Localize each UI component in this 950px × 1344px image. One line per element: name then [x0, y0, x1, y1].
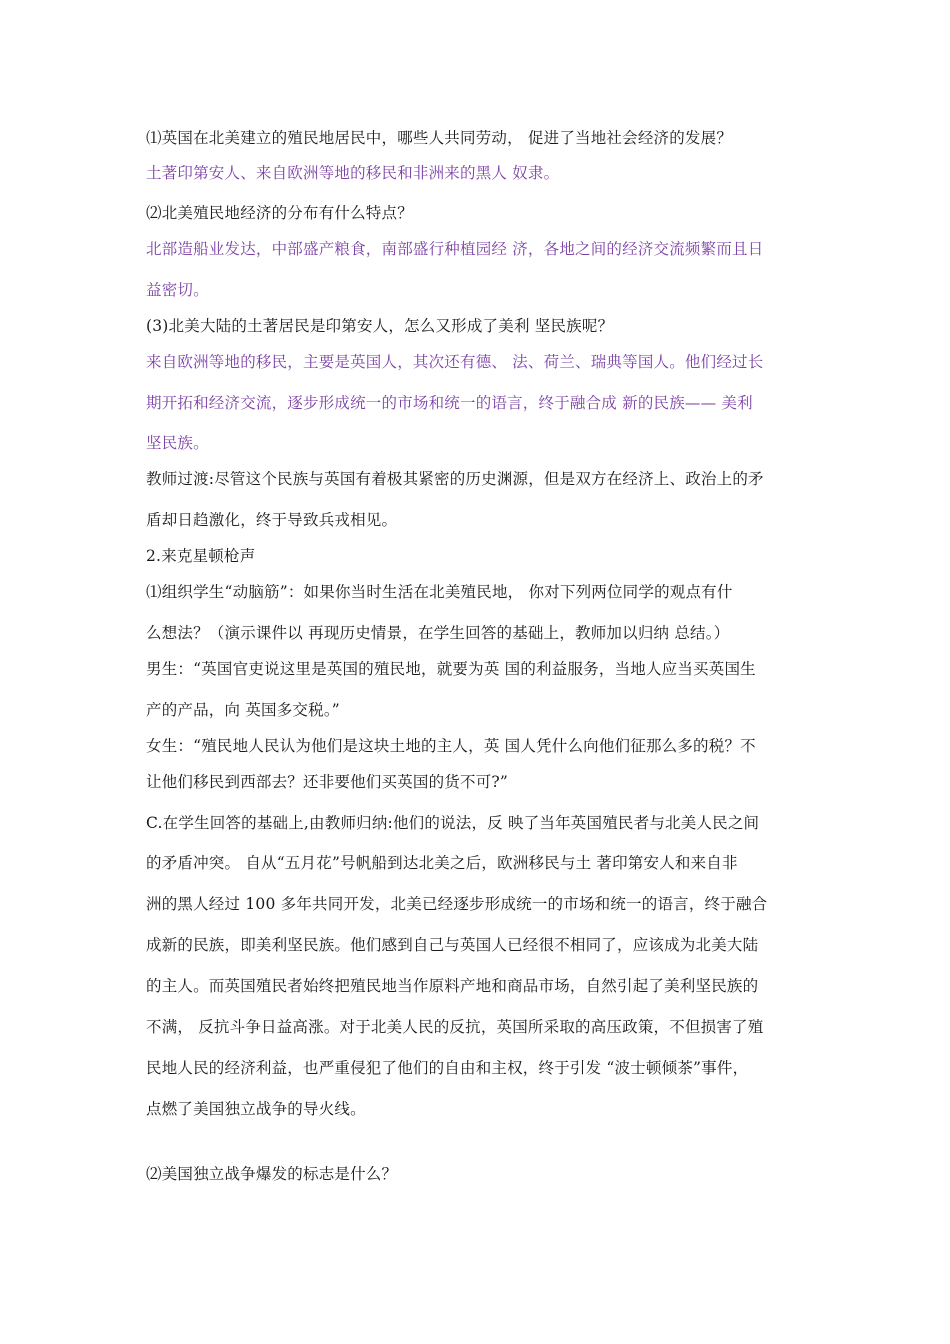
section-heading: 2.来克星顿枪声 — [146, 547, 256, 565]
question-3: (3)北美大陆的土著居民是印第安人，怎么又形成了美利 坚民族呢？ — [146, 317, 614, 335]
female-student-line-2: 让他们移民到西部去？还非要他们买英国的货不可?” — [146, 773, 509, 791]
summary-line-2: 的矛盾冲突。 自从“五月花”号帆船到达北美之后，欧洲移民与土 著印第安人和来自非 — [146, 854, 738, 872]
summary-line-4: 成新的民族，即美利坚民族。他们感到自己与英国人已经很不相同了，应该成为北美大陆 — [146, 936, 759, 954]
question-war-start: ⑵美国独立战争爆发的标志是什么？ — [146, 1165, 398, 1183]
answer-3-line-3: 坚民族。 — [146, 434, 209, 452]
summary-line-8: 点燃了美国独立战争的导火线。 — [146, 1100, 366, 1118]
male-student-line-1: 男生：“英国官吏说这里是英国的殖民地，就要为英 国的利益服务，当地人应当买英国生 — [146, 660, 756, 678]
answer-2-line-1: 北部造船业发达，中部盛产粮食，南部盛行种植园经 济，各地之间的经济交流频繁而且日 — [146, 240, 764, 258]
summary-line-1: C.在学生回答的基础上,由教师归纳:他们的说法，反 映了当年英国殖民者与北美人民之间 — [146, 814, 760, 832]
activity-prompt-line-1: ⑴组织学生“动脑筋”：如果你当时生活在北美殖民地， 你对下列两位同学的观点有什 — [146, 583, 733, 601]
answer-3-line-2: 期开拓和经济交流，逐步形成统一的市场和统一的语言，终于融合成 新的民族—— 美利 — [146, 394, 753, 412]
answer-3-line-1: 来自欧洲等地的移民，主要是英国人，其次还有德、 法、荷兰、瑞典等国人。他们经过长 — [146, 353, 764, 371]
summary-line-7: 民地人民的经济利益，也严重侵犯了他们的自由和主权，终于引发 “波士顿倾茶”事件， — [146, 1059, 749, 1077]
summary-line-3: 洲的黑人经过 100 多年共同开发，北美已经逐步形成统一的市场和统一的语言，终于融合 — [146, 895, 768, 913]
summary-line-6: 不满， 反抗斗争日益高涨。对于北美人民的反抗，英国所采取的高压政策，不但损害了殖 — [146, 1018, 764, 1036]
teacher-transition-line-1: 教师过渡:尽管这个民族与英国有着极其紧密的历史渊源，但是双方在经济上、政治上的矛 — [146, 470, 764, 488]
teacher-transition-line-2: 盾却日趋激化，终于导致兵戎相见。 — [146, 511, 398, 529]
male-student-line-2: 产的产品，向 英国多交税。” — [146, 701, 340, 719]
activity-prompt-line-2: 么想法？（演示课件以 再现历史情景，在学生回答的基础上，教师加以归纳 总结。） — [146, 624, 730, 642]
answer-1: 土著印第安人、来自欧洲等地的移民和非洲来的黑人 奴隶。 — [146, 164, 560, 182]
answer-2-line-2: 益密切。 — [146, 281, 209, 299]
summary-line-5: 的主人。而英国殖民者始终把殖民地当作原料产地和商品市场，自然引起了美利坚民族的 — [146, 977, 759, 995]
female-student-line-1: 女生：“殖民地人民认为他们是这块土地的主人，英 国人凭什么向他们征那么多的税？不 — [146, 737, 756, 755]
question-1: ⑴英国在北美建立的殖民地居民中，哪些人共同劳动， 促进了当地社会经济的发展？ — [146, 129, 733, 147]
question-2: ⑵北美殖民地经济的分布有什么特点？ — [146, 204, 413, 222]
